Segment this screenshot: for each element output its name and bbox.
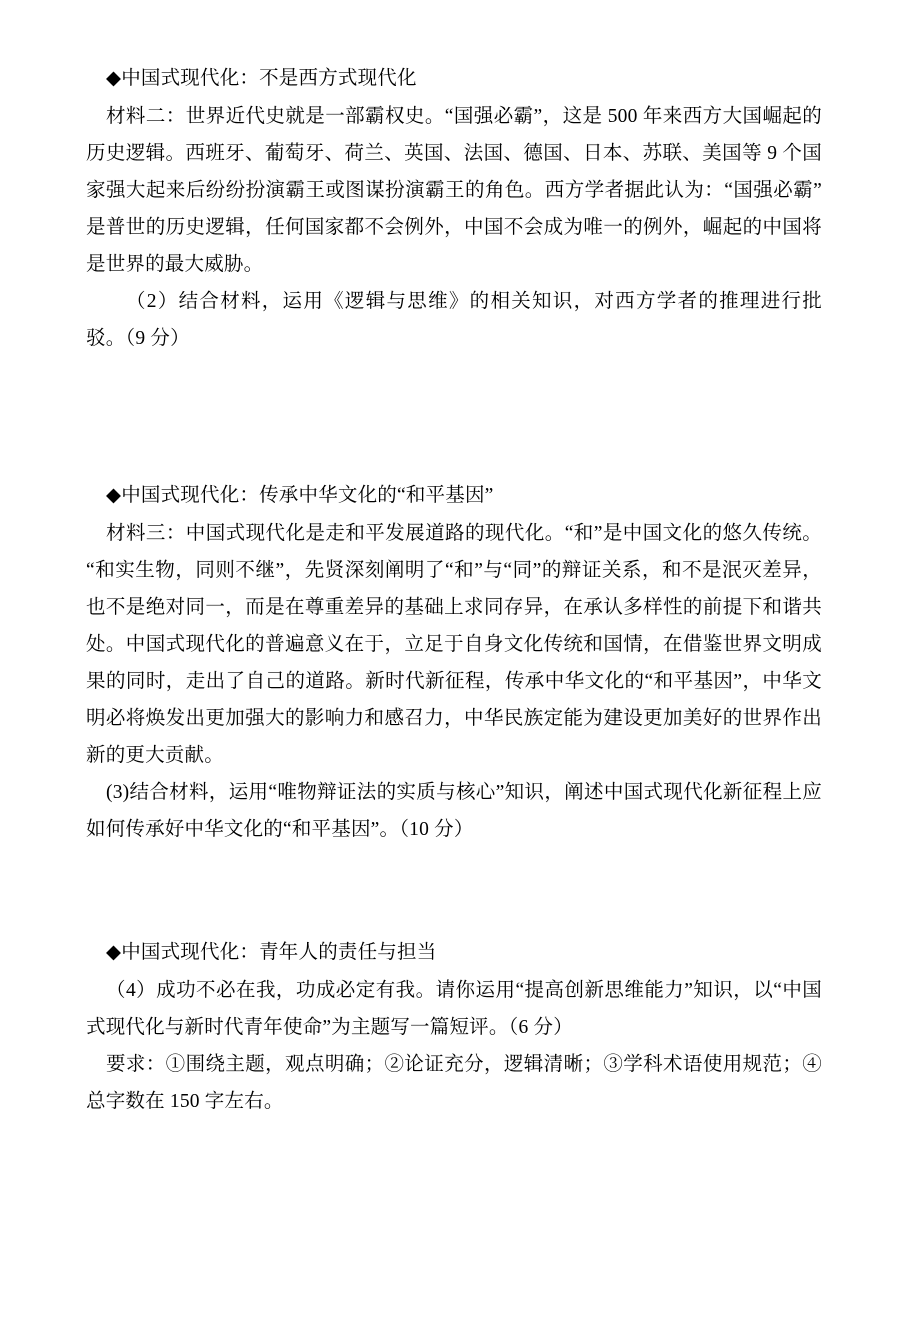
section-2-paragraph-1: 材料三：中国式现代化是走和平发展道路的现代化。“和”是中国文化的悠久传统。“和实生物，同则不继”，先贤深刻阐明了“和”与“同”的辩证关系，和不是泯灭差异，也不是绝对同一，而是在尊重差异的基础上求同存异，在承认多样性的前提下和谐共处。中国式现代化的普遍意义在于，立足于自身文化传统和国情，在借鉴世界文明成果的同时，走出了自己的道路。新时代新征程，传承中华文化的“和平基因”，中华文明必将焕发出更加强大的影响力和感召力，中华民族定能为建设更加美好的世界作出新的更大贡献。 [86, 523, 822, 766]
section-1-heading: ◆中国式现代化：不是西方式现代化 [106, 68, 417, 89]
section-3-paragraph-2: 要求：①围绕主题，观点明确；②论证充分，逻辑清晰；③学科术语使用规范；④总字数在 150 字左右。 [86, 1054, 822, 1112]
section-3 [86, 934, 822, 1120]
section-3-heading: ◆中国式现代化：青年人的责任与担当 [106, 942, 437, 963]
section-2-paragraph-2: (3)结合材料，运用“唯物辩证法的实质与核心”知识，阐述中国式现代化新征程上应如何传承好中华文化的“和平基因”。（10 分） [86, 782, 822, 840]
answer-space-1 [86, 357, 822, 477]
section-3-paragraph-1: （4）成功不必在我，功成必定有我。请你运用“提高创新思维能力”知识，以“中国式现代化与新时代青年使命”为主题写一篇短评。（6 分） [86, 980, 822, 1038]
section-2-heading: ◆中国式现代化：传承中华文化的“和平基因” [106, 485, 494, 506]
section-1 [86, 60, 822, 357]
section-2 [86, 477, 822, 848]
section-1-paragraph-2: （2）结合材料，运用《逻辑与思维》的相关知识，对西方学者的推理进行批驳。（9 分） [86, 291, 822, 349]
answer-space-2 [86, 848, 822, 934]
section-1-paragraph-1: 材料二：世界近代史就是一部霸权史。“国强必霸”，这是 500 年来西方大国崛起的历史逻辑。西班牙、葡萄牙、荷兰、英国、法国、德国、日本、苏联、美国等 9 个国家强大起来后纷纷扮演霸王或图谋扮演霸王的角色。西方学者据此认为：“国强必霸”是普世的历史逻辑，任何国家都不会例外，中国不会成为唯一的例外，崛起的中国将是世界的最大威胁。 [86, 106, 822, 275]
